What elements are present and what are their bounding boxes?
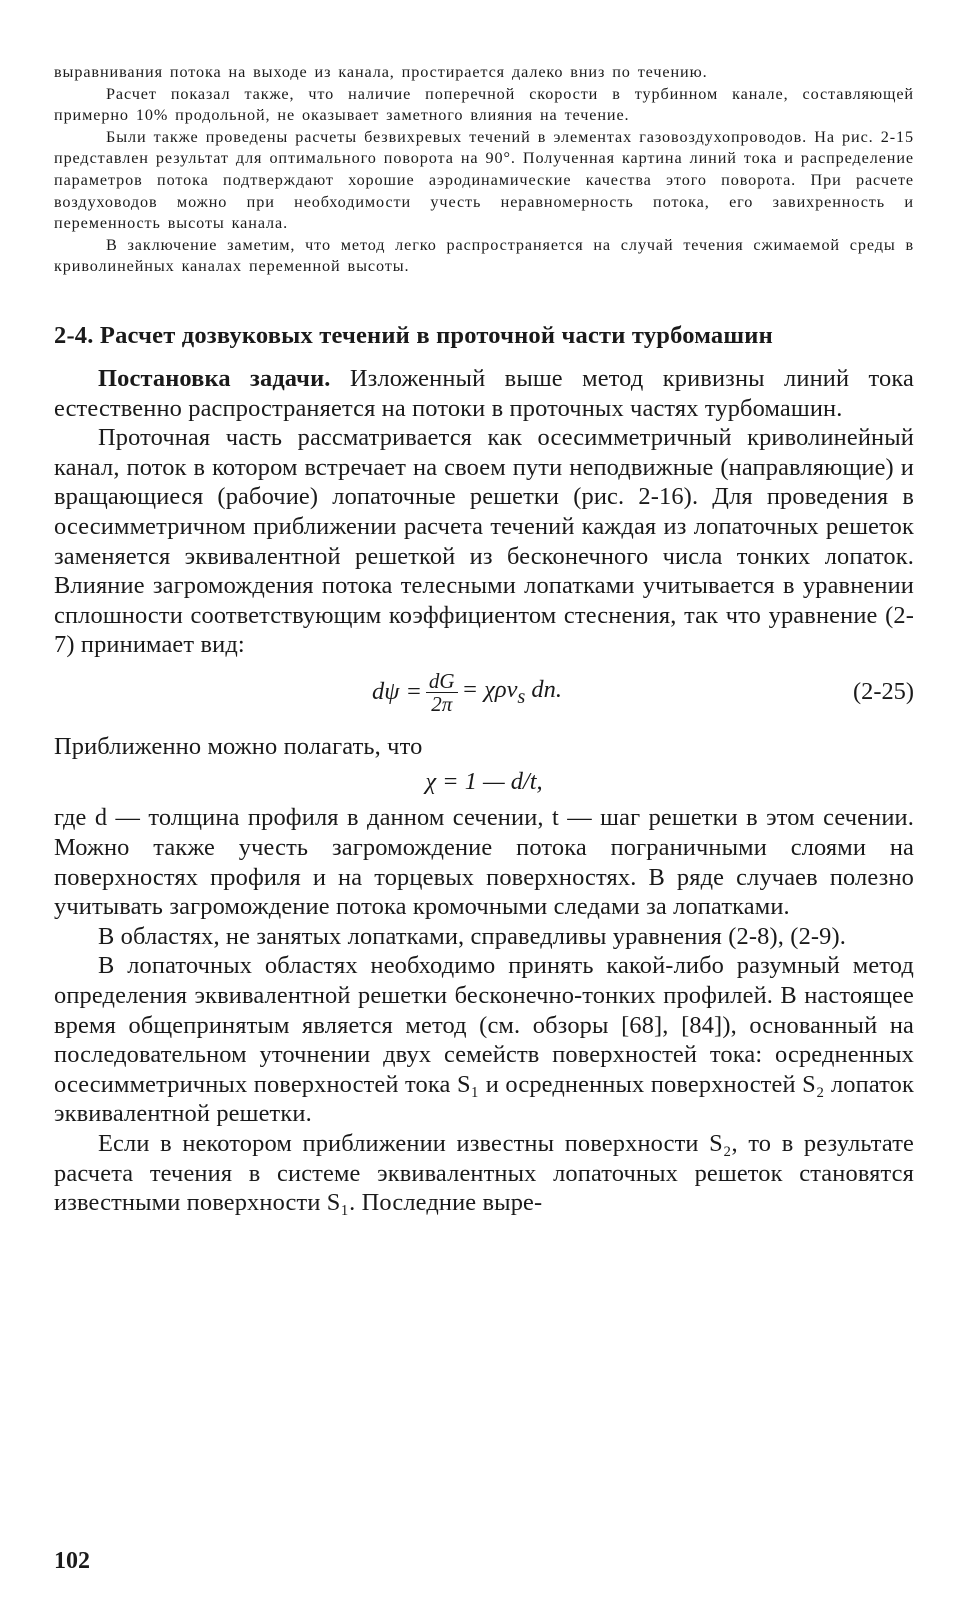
paragraph-surfaces: Если в некотором приближении известны поверхности S₂, то в результате расчета течения в системе эквивалентных лопаточных решеток становятся известными поверхности S₁. Последние выре- [54,1130,914,1217]
equation-number: (2-25) [853,677,914,705]
equation-rhs-main: = χρv [461,675,518,703]
equation-rhs-subscript: s [517,685,526,708]
paragraph-lead: Постановка задачи. [98,364,331,392]
paragraph-lead-text: Изложенный выше метод кривизны линий тока естественно распространяется на потоки в проточных частях турбомашин. [54,364,914,422]
paragraph-blade-regions: В лопаточных областях необходимо принять какой-либо разумный метод определения эквивалентной решетки бесконечно-тонких профилей. В настоящее время общепринятым является метод (см. обзоры [68], [84]), основанный на последовательном уточнении двух семейств поверхностей тока: осредненных осесимметричных поверхностей тока S₁ и осредненных поверхностей S₂ лопаток эквивалентной решетки. [54,952,914,1128]
paragraph-conclusion: В заключение заметим, что метод легко распространяется на случай течения сжимаемой среды в криволинейных каналах переменной высоты. [54,235,914,276]
equation-rhs [462,676,562,709]
section-title: 2-4. Расчет дозвуковых течений в проточной части турбомашин [54,321,773,349]
paragraph-continuation: выравнивания потока на выходе из канала, простирается далеко вниз по течению. [54,63,708,81]
paragraph-problem-statement [54,364,914,423]
equation-2-25 [54,666,914,728]
fraction-numerator: dG [426,670,458,693]
paragraph-definitions: где d — толщина профиля в данном сечении, t — шаг решетки в этом сечении. Можно также учесть загромождение потока пограничными слоями на поверхностях профиля и на торцевых поверхностях. В ряде случаев полезно учитывать загромождение потока кромочными следами за лопатками. [54,804,914,921]
paragraph-irrotational-flows: Были также проведены расчеты безвихревых течений в элементах газовоздухопроводов. На рис. 2-15 представлен результат для оптимального поворота на 90°. Полученная картина линий тока и распределение параметров потока подтверждают хорошие аэродинамические качества этого поворота. При расчете воздуховодов можно при необходимости учесть неравномерность потока, его завихренность и переменность высоты канала. [54,127,914,233]
paragraph-bladeless-regions: В областях, не занятых лопатками, справедливы уравнения (2-8), (2-9). [98,922,847,950]
equation-rhs-tail: dn. [525,675,562,703]
equation-lhs: dψ = [372,678,422,706]
equation-chi: χ = 1 — d/t, [425,768,543,796]
paragraph-flow-path: Проточная часть рассматривается как осесимметричный криволинейный канал, поток в котором встречает на своем пути неподвижные (направляющие) и вращающиеся (рабочие) лопаточные решетки (рис. 2-16). Для проведения в осесимметричном приближении расчета течений каждая из лопаточных решеток заменяется эквивалентной решеткой из бесконечного числа тонких лопаток. Влияние загромождения потока телесными лопатками учитывается в уравнении сплошности соответствующим коэффициентом стеснения, так что уравнение (2-7) принимает вид: [54,424,914,659]
paragraph-approximation: Приближенно можно полагать, что [54,732,423,760]
equation-expression [372,670,562,715]
fraction-denominator: 2π [431,691,453,716]
paragraph-transverse-velocity: Расчет показал также, что наличие поперечной скорости в турбинном канале, составляющей примерно 10% продольной, не оказывает заметного влияния на течение. [54,84,914,125]
equation-fraction [426,670,458,715]
page-number: 102 [54,1548,90,1574]
main-text [54,364,914,1218]
small-print-block [54,62,914,278]
